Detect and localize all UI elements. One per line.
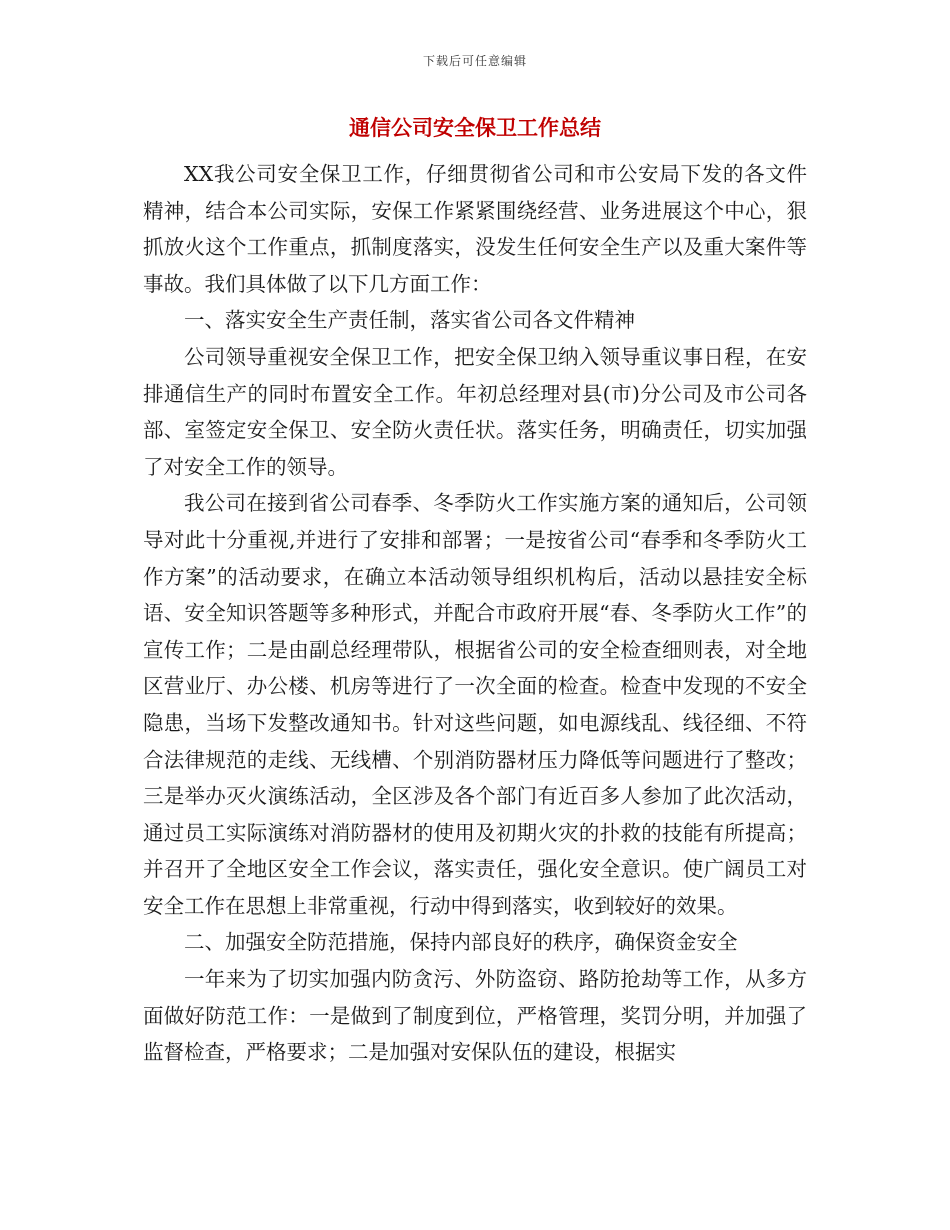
paragraph-section-2-a: 一年来为了切实加强内防贪污、外防盗窃、路防抢劫等工作，从多方面做好防范工作：一是做到了制度到位，严格管理，奖罚分明，并加强了监督检查，严格要求；二是加强对安保队伍的建设，根据实 <box>143 967 807 1065</box>
paragraph-intro: XX我公司安全保卫工作，仔细贯彻省公司和市公安局下发的各文件精神，结合本公司实际，安保工作紧紧围绕经营、业务进展这个中心，狠抓放火这个工作重点，抓制度落实，没发生任何安全生产以及重大案件等事故。我们具体做了以下几方面工作： <box>143 162 807 296</box>
paragraph-section-1-a: 公司领导重视安全保卫工作，把安全保卫纳入领导重议事日程，在安排通信生产的同时布置安全工作。年初总经理对县(市)分公司及市公司各部、室签定安全保卫、安全防火责任状。落实任务，明确责任，切实加强了对安全工作的领导。 <box>143 344 807 479</box>
page-header-note: 下载后可任意编辑 <box>422 54 527 68</box>
section-heading-2: 二、加强安全防范措施，保持内部良好的秩序，确保资金安全 <box>184 930 738 955</box>
section-heading-1: 一、落实安全生产责任制，落实省公司各文件精神 <box>184 308 635 333</box>
document-title: 通信公司安全保卫工作总结 <box>349 116 601 140</box>
document-body <box>143 156 807 1071</box>
paragraph-section-1-b: 我公司在接到省公司春季、冬季防火工作实施方案的通知后，公司领导对此十分重视,并进行了安排和部署；一是按省公司“春季和冬季防火工作方案”的活动要求，在确立本活动领导组织机构后，活动以悬挂安全标语、安全知识答题等多种形式，并配合市政府开展“春、冬季防火工作”的宣传工作；二是由副总经理带队，根据省公司的安全检查细则表，对全地区营业厅、办公楼、机房等进行了一次全面的检查。检查中发现的不安全隐患，当场下发整改通知书。针对这些问题，如电源线乱、线径细、不符合法律规范的走线、无线槽、个别消防器材压力降低等问题进行了整改；三是举办灭火演练活动，全区涉及各个部门有近百多人参加了此次活动，通过员工实际演练对消防器材的使用及初期火灾的扑救的技能有所提高；并召开了全地区安全工作会议，落实责任，强化安全意识。使广阔员工对安全工作在思想上非常重视，行动中得到落实，收到较好的效果。 <box>143 491 807 918</box>
